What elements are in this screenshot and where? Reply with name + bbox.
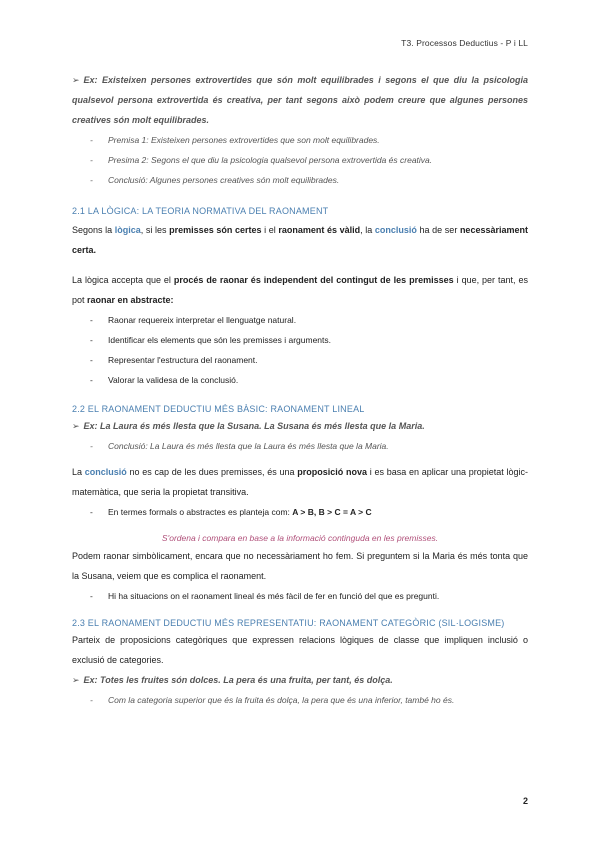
section-2-2-paragraph-1: La conclusió no es cap de les dues premisses, és una proposició nova i es basa en aplicar una propietat lògic-matemàtica, que seria la propietat transitiva. [72,467,528,497]
arrow-bullet-icon: ➢ [72,421,80,431]
intro-example-text: Ex: Existeixen persones extrovertides que són molt equilibrades i segons el que diu la psicologia qualsevol persona extrovertida és creativa, per tant segons això podem creure que algunes persones creatives són molt equilibrades. [72,75,528,125]
arrow-bullet-icon: ➢ [72,75,80,85]
page-content [72,70,528,710]
section-heading-2-2: 2.2 EL RAONAMENT DEDUCTIU MÉS BÀSIC: RAONAMENT LINEAL [72,404,365,414]
list-item: - Representar l'estructura del raonament. [90,355,258,365]
section-2-3-example: ➢ Ex: Totes les fruites són dolces. La pera és una fruita, per tant, és dolça. [72,675,393,685]
running-header: T3. Processos Deductius - P i LL [401,38,528,48]
list-item: - Conclusió: Algunes persones creatives són molt equilibrades. [90,175,340,185]
list-item: - Valorar la validesa de la conclusió. [90,375,239,385]
intro-example [72,70,528,130]
section-2-2-example-list [72,436,528,456]
section-2-1-paragraph-1: Segons la lògica, si les premisses són certes i el raonament és vàlid, la conclusió ha de ser necessàriament certa. [72,225,528,255]
section-heading-2-3: 2.3 EL RAONAMENT DEDUCTIU MÉS REPRESENTATIU: RAONAMENT CATEGÒRIC (SIL·LOGISME) [72,618,505,628]
highlighted-note: S'ordena i compara en base a la informació continguda en les premisses. [161,533,439,543]
list-item: - Raonar requereix interpretar el llenguatge natural. [90,315,297,325]
section-2-3-paragraph-1: Parteix de proposicions categòriques que expressen relacions lògiques de classe que impliquen inclusió o exclusió de categories. [72,635,528,665]
section-2-2-list [72,586,528,606]
list-item: - Hi ha situacions on el raonament lineal és més fàcil de fer en funció del que es pregunti. [90,591,440,601]
arrow-bullet-icon: ➢ [72,675,80,685]
list-item: - En termes formals o abstractes es planteja com: A > B, B > C = A > C [90,507,372,517]
section-2-2-paragraph-2: Podem raonar simbòlicament, encara que no necessàriament ho fem. Si preguntem si la Maria és més tonta que la Susana, veiem que es complica el raonament. [72,551,528,581]
section-2-2-example: ➢ Ex: La Laura és més llesta que la Susana. La Susana és més llesta que la Maria. [72,421,425,431]
section-2-2-formal-list [72,502,528,522]
list-item: - Premisa 1: Existeixen persones extrovertides que son molt equilibrades. [90,135,380,145]
section-2-1-list [72,310,528,390]
section-2-1-paragraph-2: La lògica accepta que el procés de raonar és independent del contingut de les premisses i que, per tant, es pot raonar en abstracte: [72,275,528,305]
list-item: - Conclusió: La Laura és més llesta que la Laura és més llesta que la Maria. [90,441,389,451]
list-item: - Presima 2: Segons el que diu la psicologia qualsevol persona extrovertida és creativa. [90,155,433,165]
intro-example-list [72,130,528,190]
section-heading-2-1: 2.1 LA LÒGICA: LA TEORIA NORMATIVA DEL RAONAMENT [72,206,329,216]
section-2-3-example-list [72,690,528,710]
list-item: - Identificar els elements que són les premisses i arguments. [90,335,331,345]
list-item: - Com la categoria superior que és la fruita és dolça, la pera que és una inferior, també ho és. [90,695,455,705]
page-number: 2 [522,796,528,806]
